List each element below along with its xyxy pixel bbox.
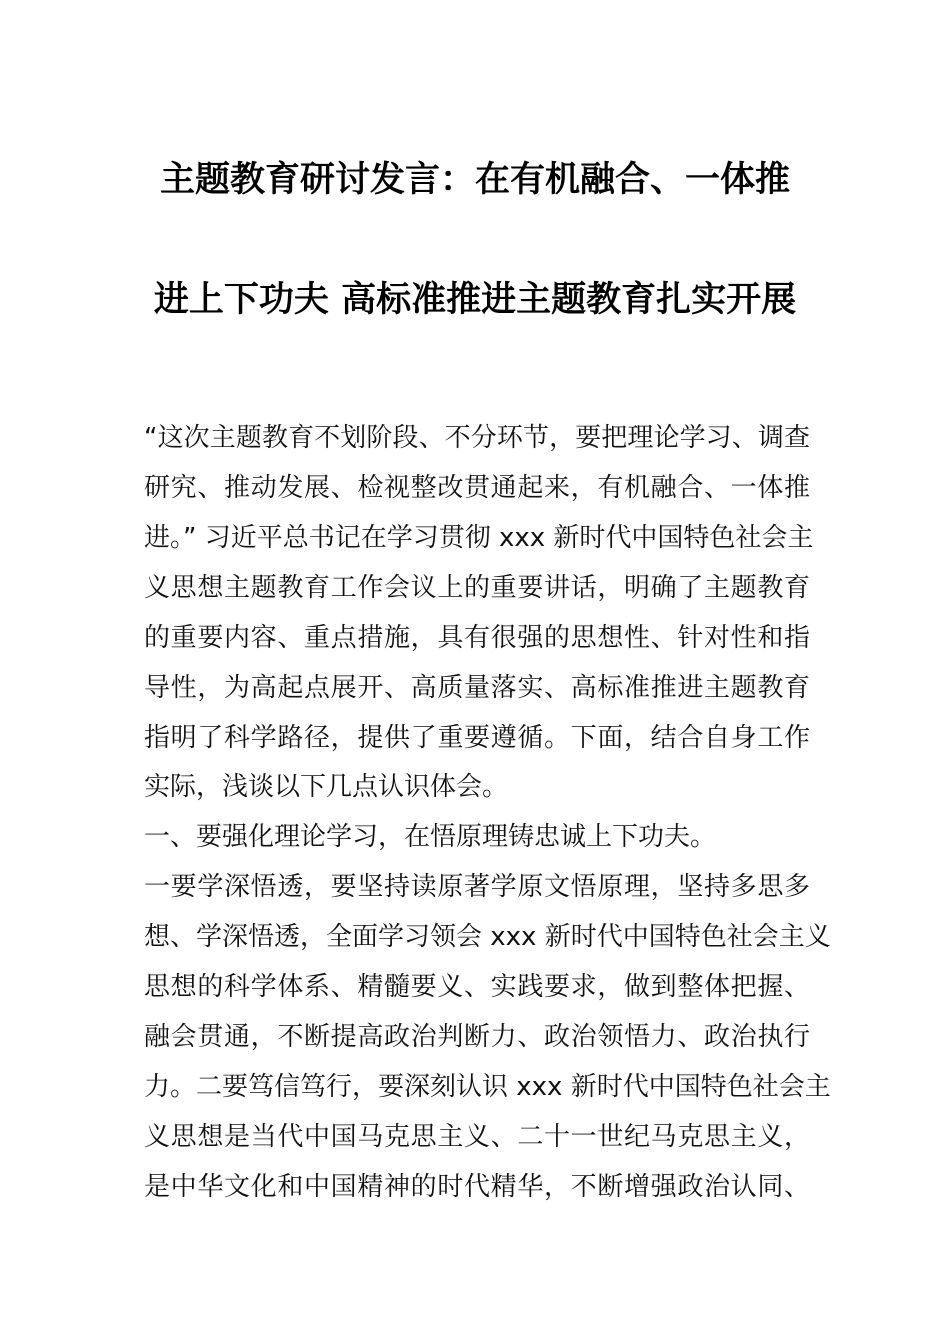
body-line-2: 研究、推动发展、检视整改贯通起来，有机融合、一体推 bbox=[144, 473, 810, 503]
body-line-4: 义思想主题教育工作会议上的重要讲话，明确了主题教育 bbox=[144, 573, 810, 603]
body-line-12: 思想的科学体系、精髓要义、实践要求，做到整体把握、 bbox=[144, 972, 810, 1002]
body-line-13: 融会贯通，不断提高政治判断力、政治领悟力、政治执行 bbox=[144, 1022, 810, 1052]
body-line-1: “这次主题教育不划阶段、不分环节，要把理论学习、调查 bbox=[144, 423, 810, 453]
section-heading-1: 一、要强化理论学习，在悟原理铸忠诚上下功夫。 bbox=[144, 822, 717, 852]
body-line-7: 指明了科学路径，提供了重要遵循。下面，结合自身工作 bbox=[144, 723, 810, 753]
body-line-14: 力。二要笃信笃行，要深刻认识 xxx 新时代中国特色社会主 bbox=[144, 1072, 831, 1102]
body-line-5: 的重要内容、重点措施，具有很强的思想性、针对性和指 bbox=[144, 623, 810, 653]
document-title-line-1: 主题教育研讨发言：在有机融合、一体推 bbox=[159, 160, 790, 200]
body-line-11: 想、学深悟透，全面学习领会 xxx 新时代中国特色社会主义 bbox=[144, 922, 831, 952]
body-line-15: 义思想是当代中国马克思主义、二十一世纪马克思主义， bbox=[144, 1122, 810, 1152]
body-line-6: 导性，为高起点展开、高质量落实、高标准推进主题教育 bbox=[144, 673, 810, 703]
body-line-10: 一要学深悟透，要坚持读原著学原文悟原理，坚持多思多 bbox=[144, 872, 810, 902]
body-line-16: 是中华文化和中国精神的时代精华，不断增强政治认同、 bbox=[144, 1172, 810, 1202]
body-line-3: 进。” 习近平总书记在学习贯彻 xxx 新时代中国特色社会主 bbox=[144, 523, 814, 553]
body-line-8: 实际，浅谈以下几点认识体会。 bbox=[144, 772, 509, 802]
document-title-line-2: 进上下功夫 高标准推进主题教育扎实开展 bbox=[153, 280, 797, 320]
